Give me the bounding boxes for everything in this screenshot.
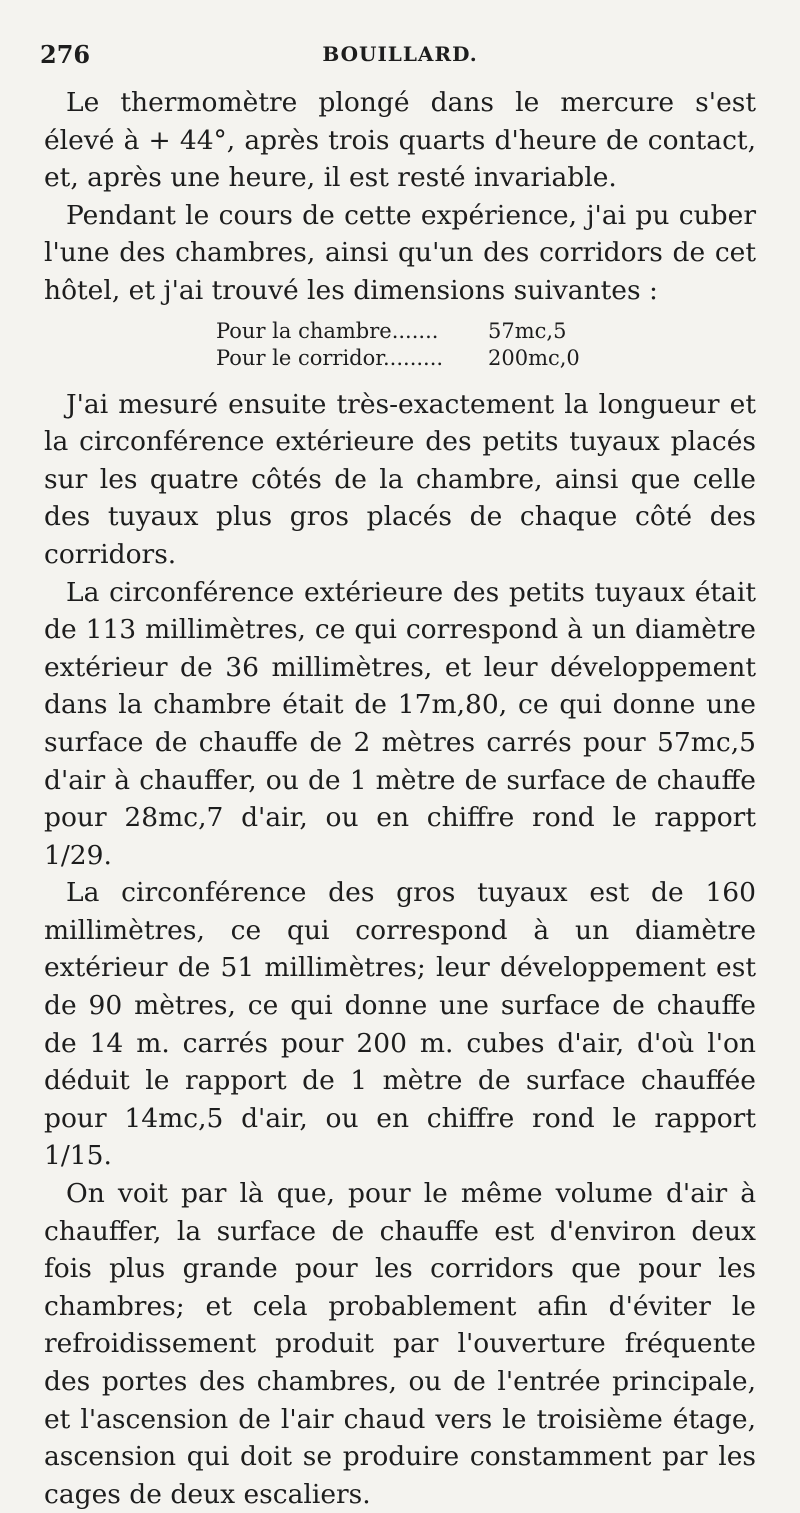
dimension-value: 57mc,5 bbox=[488, 318, 567, 343]
dimension-label: Pour la chambre....... bbox=[216, 318, 439, 343]
paragraph: Le thermomètre plongé dans le mercure s'est élevé à + 44°, après trois quarts d'heure de contact, et, après une heure, il est resté invariable. bbox=[44, 87, 756, 194]
page-number: 276 bbox=[40, 40, 91, 69]
dimension-label: Pour le corridor......... bbox=[216, 345, 444, 370]
dimensions-table bbox=[44, 318, 756, 372]
paragraph: La circonférence des gros tuyaux est de 160 millimètres, ce qui correspond à un diamètre extérieur de 51 millimètres; leur développement est de 90 mètres, ce qui donne une surface de chauffe de 14 m. carrés pour 200 m. cubes d'air, d'où l'on déduit le rapport de 1 mètre de surface chauffée pour 14mc,5 d'air, ou en chiffre rond le rapport 1/15. bbox=[44, 877, 756, 1172]
dimension-value: 200mc,0 bbox=[488, 345, 580, 370]
page-header bbox=[40, 40, 760, 76]
paragraph: Pendant le cours de cette expérience, j'ai pu cuber l'une des chambres, ainsi qu'un des corridors de cet hôtel, et j'ai trouvé les dimensions suivantes : bbox=[44, 199, 756, 306]
dimension-row bbox=[44, 345, 756, 372]
paragraph: J'ai mesuré ensuite très-exactement la longueur et la circonférence extérieure des petits tuyaux placés sur les quatre côtés de la chambre, ainsi que celle des tuyaux plus gros placés de chaque côté des corridors. bbox=[44, 388, 756, 570]
page-body bbox=[44, 84, 756, 1513]
running-title: BOUILLARD. bbox=[322, 42, 478, 66]
dimension-row bbox=[44, 318, 756, 345]
paragraph: On voit par là que, pour le même volume d'air à chauffer, la surface de chauffe est d'environ deux fois plus grande pour les corridors que pour les chambres; et cela probablement afin d'éviter le refroidissement produit par l'ouverture fréquente des portes des chambres, ou de l'entrée principale, et l'ascension de l'air chaud vers le troisième étage, ascension qui doit se produire constamment par les cages de deux escaliers. bbox=[44, 1178, 756, 1510]
paragraph: La circonférence extérieure des petits tuyaux était de 113 millimètres, ce qui correspond à un diamètre extérieur de 36 millimètres, et leur développement dans la chambre était de 17m,80, ce qui donne une surface de chauffe de 2 mètres carrés pour 57mc,5 d'air à chauffer, ou de 1 mètre de surface de chauffe pour 28mc,7 d'air, ou en chiffre rond le rapport 1/29. bbox=[44, 576, 756, 871]
